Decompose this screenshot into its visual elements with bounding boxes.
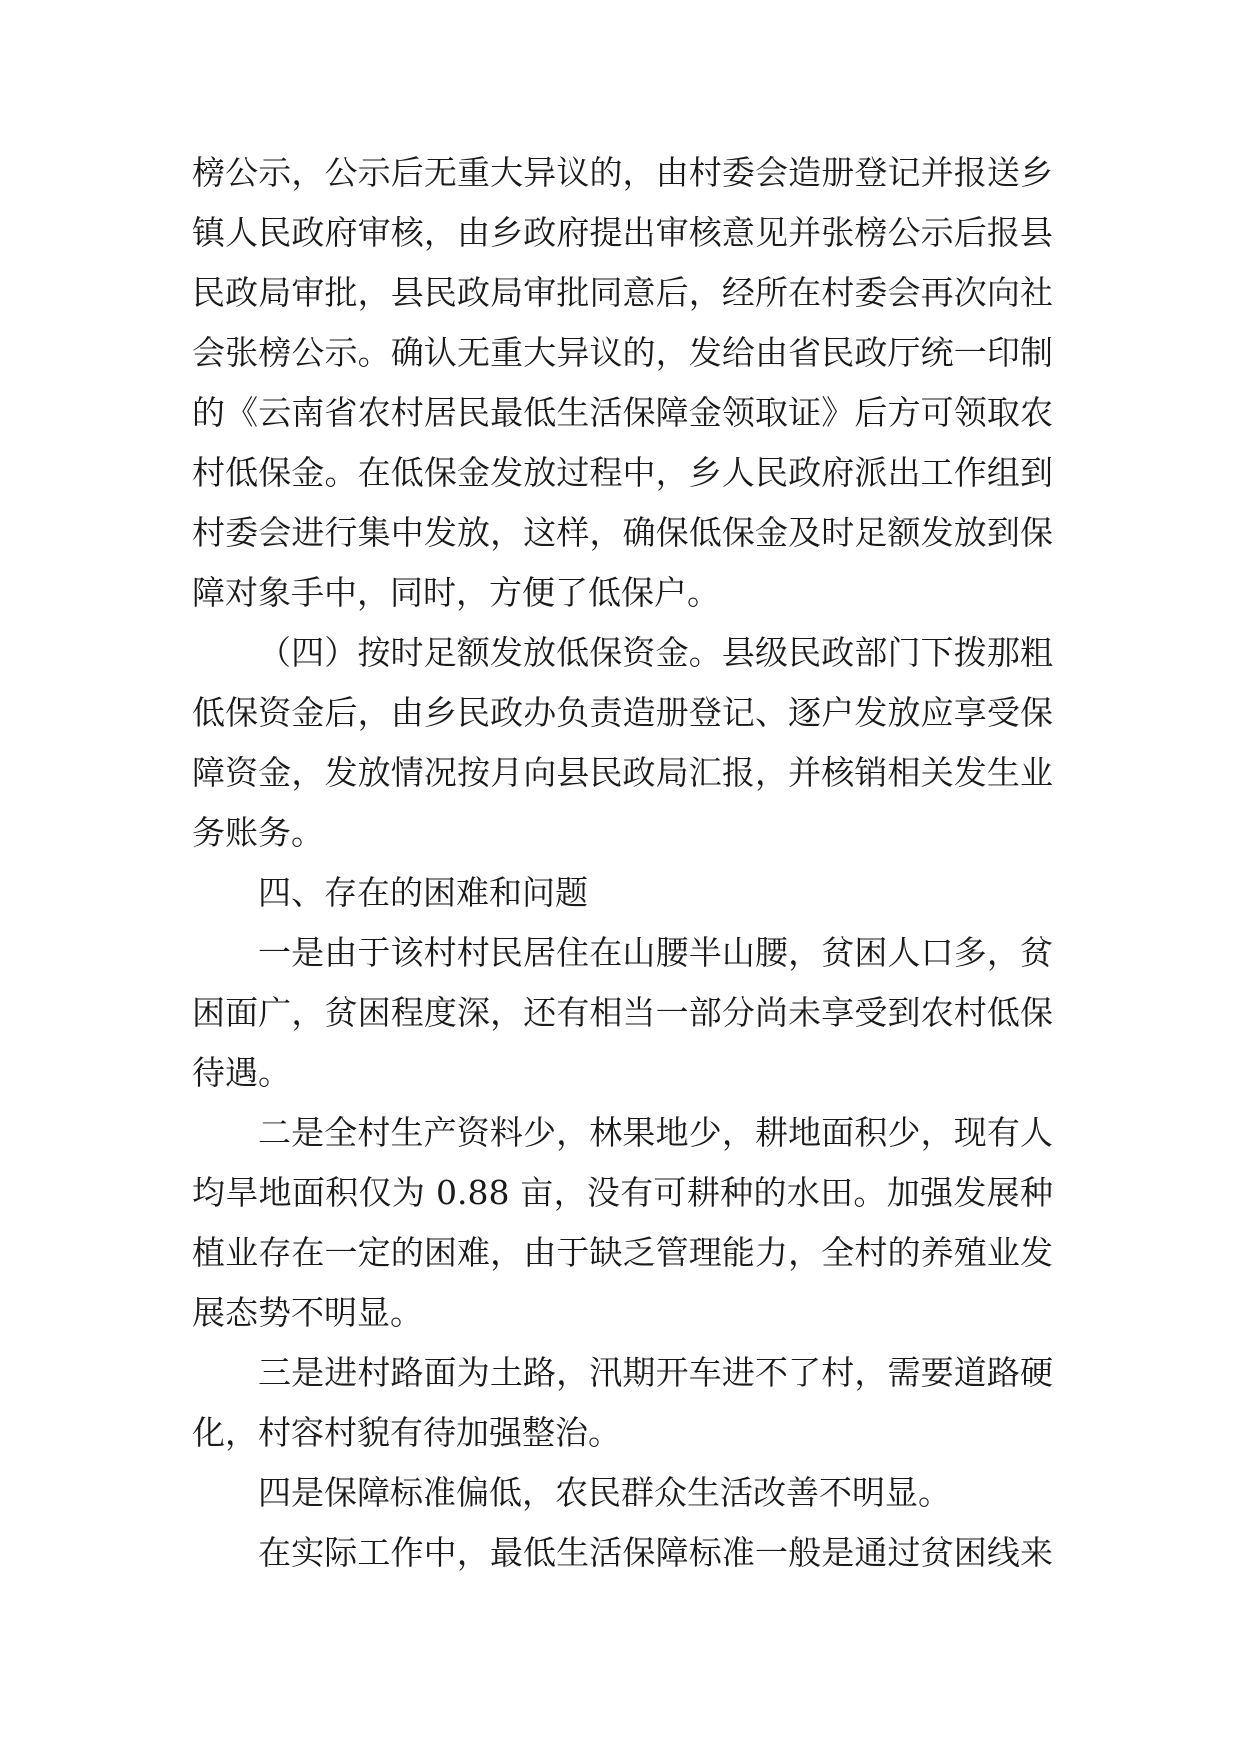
text-line: 均旱地面积仅为 0.88 亩，没有可耕种的水田。加强发展种: [192, 1173, 1053, 1212]
text-line: 障资金，发放情况按月向县民政局汇报，并核销相关发生业: [192, 753, 1053, 792]
text-line: 困面广，贫困程度深，还有相当一部分尚未享受到农村低保: [192, 993, 1053, 1032]
text-line: 障对象手中，同时，方便了低保户。: [192, 573, 720, 612]
paragraph-start-line: 一是由于该村村民居住在山腰半山腰，贫困人口多，贫: [258, 933, 1053, 972]
paragraph-start-line: 在实际工作中，最低生活保障标准一般是通过贫困线来: [258, 1533, 1053, 1572]
text-line: 植业存在一定的困难，由于缺乏管理能力，全村的养殖业发: [192, 1233, 1053, 1272]
text-line: 榜公示，公示后无重大异议的，由村委会造册登记并报送乡: [192, 153, 1053, 192]
section-heading: 四、存在的困难和问题: [258, 873, 588, 912]
text-line: 的《云南省农村居民最低生活保障金领取证》后方可领取农: [192, 393, 1053, 432]
text-line: 民政局审批，县民政局审批同意后，经所在村委会再次向社: [192, 273, 1053, 312]
paragraph-start-line: 三是进村路面为土路，汛期开车进不了村，需要道路硬: [258, 1353, 1053, 1392]
text-line: 低保资金后，由乡民政办负责造册登记、逐户发放应享受保: [192, 693, 1053, 732]
text-line: 务账务。: [192, 813, 324, 852]
text-line: 村委会进行集中发放，这样，确保低保金及时足额发放到保: [192, 513, 1053, 552]
text-line: 村低保金。在低保金发放过程中，乡人民政府派出工作组到: [192, 453, 1053, 492]
paragraph-start-line: 二是全村生产资料少，林果地少，耕地面积少，现有人: [258, 1113, 1053, 1152]
text-line: 镇人民政府审核，由乡政府提出审核意见并张榜公示后报县: [192, 213, 1053, 252]
paragraph-start-line: （四）按时足额发放低保资金。县级民政部门下拨那粗: [258, 633, 1053, 672]
paragraph-start-line: 四是保障标准偏低，农民群众生活改善不明显。: [258, 1473, 951, 1512]
text-line: 展态势不明显。: [192, 1293, 423, 1332]
text-line: 化，村容村貌有待加强整治。: [192, 1413, 621, 1452]
text-line: 会张榜公示。确认无重大异议的，发给由省民政厅统一印制: [192, 333, 1053, 372]
text-line: 待遇。: [192, 1053, 291, 1092]
